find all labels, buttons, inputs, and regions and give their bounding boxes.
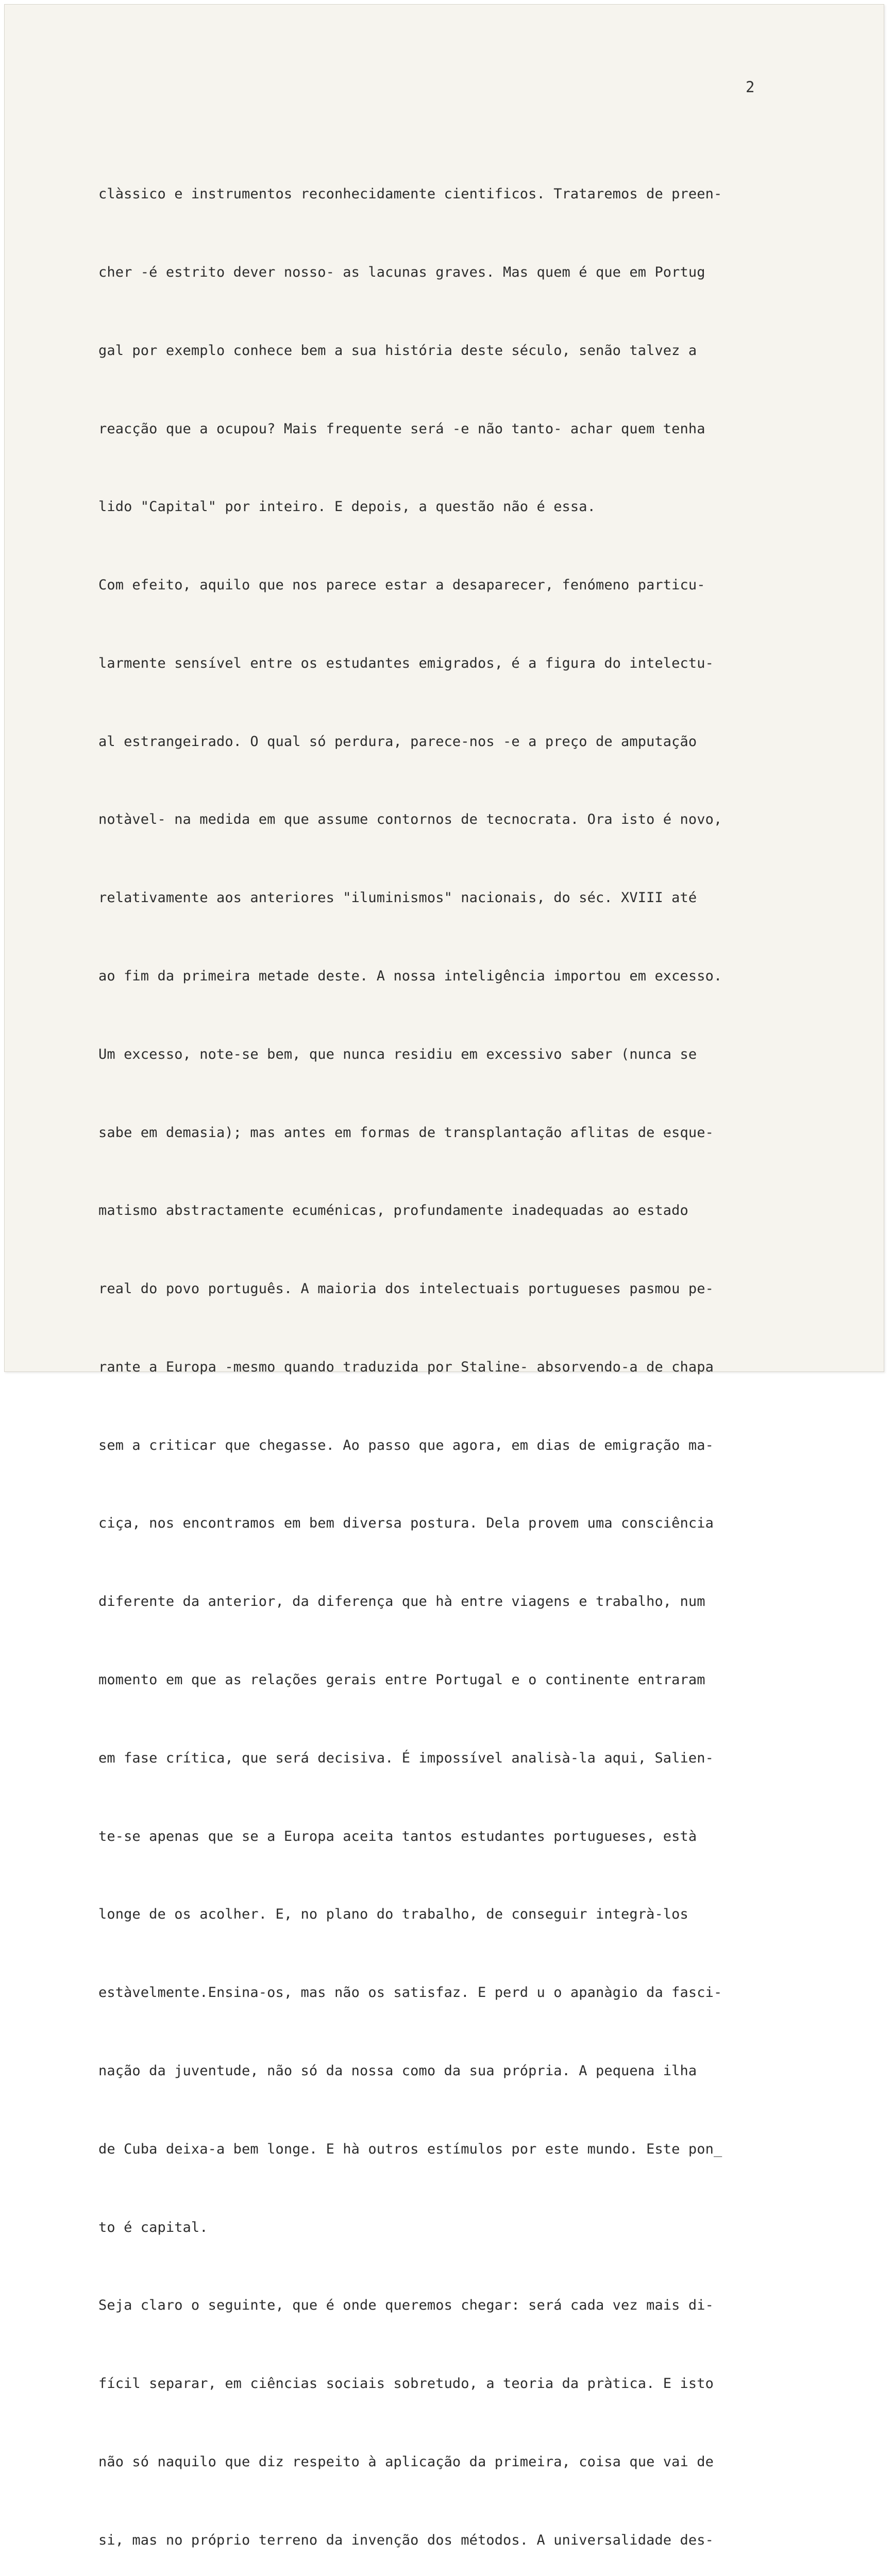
text-line: em fase crítica, que será decisiva. É impossível analisà-la aqui, Salien- <box>98 1750 714 1766</box>
text-line: al estrangeirado. O qual só perdura, parece-nos -e a preço de amputação <box>98 733 697 750</box>
text-line: não só naquilo que diz respeito à aplicação da primeira, coisa que vai de <box>98 2453 714 2470</box>
text-line: lido "Capital" por inteiro. E depois, a questão não é essa. <box>98 499 596 515</box>
text-line: reacção que a ocupou? Mais frequente será -e não tanto- achar quem tenha <box>98 420 705 437</box>
text-line: Um excesso, note-se bem, que nunca residiu em excessivo saber (nunca se <box>98 1046 697 1062</box>
text-line: si, mas no próprio terreno da invenção dos métodos. A universalidade des- <box>98 2532 714 2548</box>
text-line: to é capital. <box>98 2219 208 2235</box>
text-line: fícil separar, em ciências sociais sobretudo, a teoria da pràtica. E isto <box>98 2376 714 2392</box>
text-line: cher -é estrito dever nosso- as lacunas graves. Mas quem é que em Portug <box>98 264 705 280</box>
text-line: sem a criticar que chegasse. Ao passo que agora, em dias de emigração ma- <box>98 1437 714 1453</box>
text-line: sabe em demasia); mas antes em formas de transplantação aflitas de esque- <box>98 1124 714 1141</box>
text-line: longe de os acolher. E, no plano do trabalho, de conseguir integrà-los <box>98 1906 688 1923</box>
text-line: ao fim da primeira metade deste. A nossa inteligência importou em excesso. <box>98 968 722 984</box>
text-line: estàvelmente.Ensina-os, mas não os satisfaz. E perd u o apanàgio da fasci- <box>98 1985 722 2001</box>
text-line: te-se apenas que se a Europa aceita tantos estudantes portugueses, està <box>98 1828 697 1844</box>
text-line: real do povo português. A maioria dos intelectuais portugueses pasmou pe- <box>98 1281 714 1297</box>
text-line: ciça, nos encontramos em bem diversa postura. Dela provem uma consciência <box>98 1515 714 1532</box>
text-line: momento em que as relações gerais entre Portugal e o continente entraram <box>98 1672 705 1688</box>
text-line: clàssico e instrumentos reconhecidamente cientificos. Trataremos de preen- <box>98 186 722 202</box>
text-line: larmente sensível entre os estudantes emigrados, é a figura do intelectu- <box>98 655 714 671</box>
text-line: Com efeito, aquilo que nos parece estar a desaparecer, fenómeno particu- <box>98 577 705 594</box>
text-line: notàvel- na medida em que assume contornos de tecnocrata. Ora isto é novo, <box>98 811 722 828</box>
text-line: matismo abstractamente ecuménicas, profundamente inadequadas ao estado <box>98 1202 688 1219</box>
typewritten-page <box>4 4 884 2548</box>
text-line: de Cuba deixa-a bem longe. E hà outros estímulos por este mundo. Este pon_ <box>98 2141 722 2157</box>
page-number: 2 <box>746 78 755 96</box>
text-line: nação da juventude, não só da nossa como da sua própria. A pequena ilha <box>98 2062 697 2079</box>
text-line: gal por exemplo conhece bem a sua história deste século, senão talvez a <box>98 342 697 359</box>
text-line: Seja claro o seguinte, que é onde queremos chegar: será cada vez mais di- <box>98 2297 714 2314</box>
text-line: diferente da anterior, da diferença que hà entre viagens e trabalho, num <box>98 1594 705 1610</box>
body-text <box>98 129 789 2576</box>
text-line: relativamente aos anteriores "iluminismos" nacionais, do séc. XVIII até <box>98 890 697 906</box>
text-line: rante a Europa -mesmo quando traduzida por Staline- absorvendo-a de chapa <box>98 1359 714 1375</box>
